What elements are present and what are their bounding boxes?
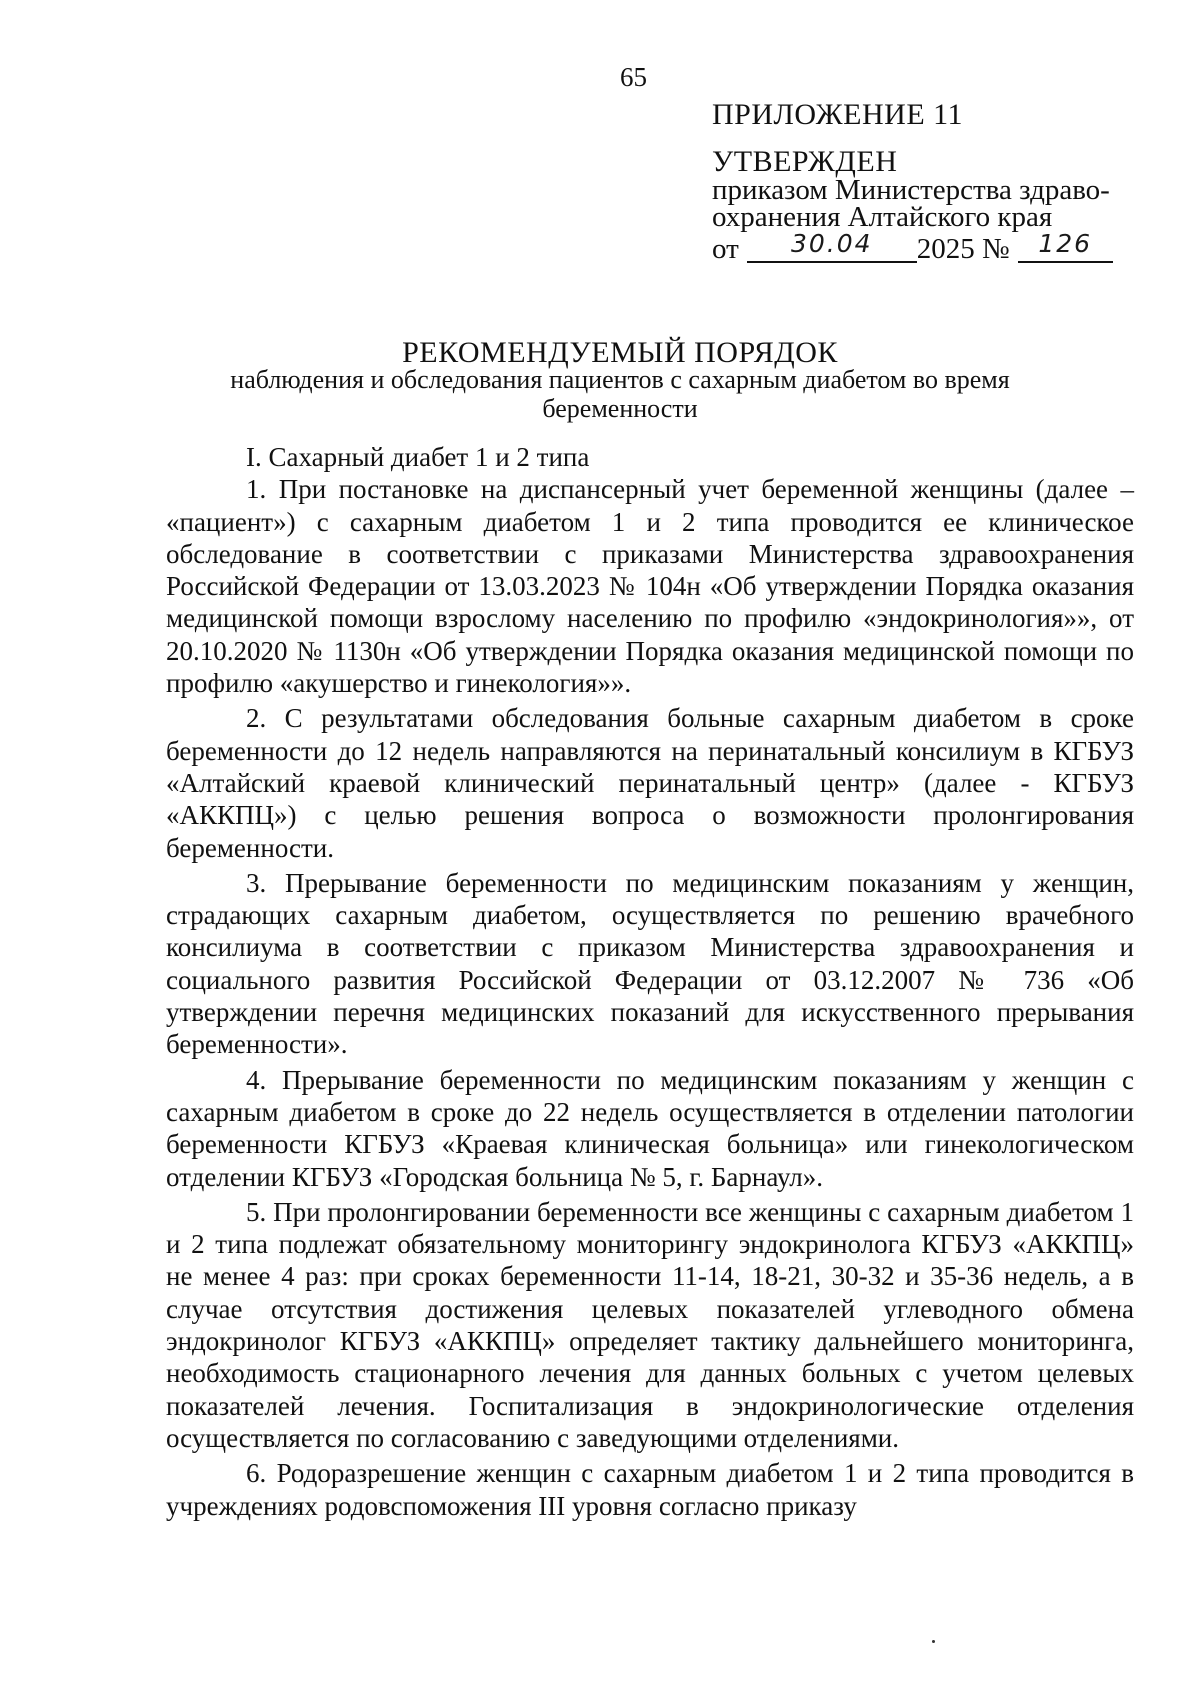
handwritten-order-number: 126 <box>1038 229 1093 258</box>
approval-date-line <box>712 229 1132 265</box>
document-title: РЕКОМЕНДУЕМЫЙ ПОРЯДОК <box>402 336 838 369</box>
date-prefix: от <box>712 233 739 265</box>
approval-line-1: приказом Министерства здраво- <box>712 174 1110 206</box>
handwritten-date: 30.04 <box>791 229 873 258</box>
paragraph: 6. Родоразрешение женщин с сахарным диабетом 1 и 2 типа проводится в учреждениях родовспоможения III уровня согласно приказу <box>166 1458 1134 1521</box>
paragraph: 2. С результатами обследования больные сахарным диабетом в сроке беременности до 12 недель направляются на перинатальный консилиум в КГБУЗ «Алтайский краевой клинический перинатальный центр» (далее - КГБУЗ «АККПЦ») с целью решения вопроса о возможности пролонгирования беременности. <box>166 703 1134 863</box>
document-body <box>166 441 1134 1522</box>
approval-line-2: охранения Алтайского края <box>712 201 1053 233</box>
appendix-label: ПРИЛОЖЕНИЕ 11 <box>712 98 964 131</box>
date-field <box>747 229 917 263</box>
order-number-field <box>1018 229 1113 263</box>
scan-dot-mark <box>932 1640 935 1643</box>
approval-title: УТВЕРЖДЕН <box>712 145 898 178</box>
page-number: 65 <box>620 62 647 92</box>
paragraph: 4. Прерывание беременности по медицинским показаниям у женщин с сахарным диабетом в сроке до 22 недель осуществляется в отделении патологии беременности КГБУЗ «Краевая клиническая больница» или гинекологическом отделении КГБУЗ «Городская больница № 5, г. Барнаул». <box>166 1064 1134 1192</box>
year-and-number-label: 2025 № <box>916 233 1010 265</box>
approval-block <box>712 145 1132 265</box>
paragraph: 1. При постановке на диспансерный учет беременной женщины (далее – «пациент») с сахарным диабетом 1 и 2 типа проводится ее клиническое обследование в соответствии с приказами Министерства здравоохранения Российской Федерации от 13.03.2023 № 104н «Об утверждении Порядка оказания медицинской помощи взрослому населению по профилю «эндокринология»», от 20.10.2020 № 1130н «Об утверждении Порядка оказания медицинской помощи по профилю «акушерство и гинекология»». <box>166 474 1134 699</box>
paragraph: 3. Прерывание беременности по медицинским показаниям у женщин, страдающих сахарным диабетом, осуществляется по решению врачебного консилиума в соответствии с приказом Министерства здравоохранения и социального развития Российской Федерации от 03.12.2007 № 736 «Об утверждении перечня медицинских показаний для искусственного прерывания беременности». <box>166 867 1134 1060</box>
document-subtitle: наблюдения и обследования пациентов с сахарным диабетом во время беременности <box>230 365 1010 423</box>
paragraph: 5. При пролонгировании беременности все женщины с сахарным диабетом 1 и 2 типа подлежат обязательному мониторингу эндокринолога КГБУЗ «АККПЦ» не менее 4 раз: при сроках беременности 11-14, 18-21, 30-32 и 35-36 недель, а в случае отсутствия достижения целевых показателей углеводного обмена эндокринолог КГБУЗ «АККПЦ» определяет тактику дальнейшего мониторинга, необходимость стационарного лечения для данных больных с учетом целевых показателей лечения. Госпитализация в эндокринологические отделения осуществляется по согласованию с заведующими отделениями. <box>166 1196 1134 1453</box>
section-heading: I. Сахарный диабет 1 и 2 типа <box>246 442 590 472</box>
